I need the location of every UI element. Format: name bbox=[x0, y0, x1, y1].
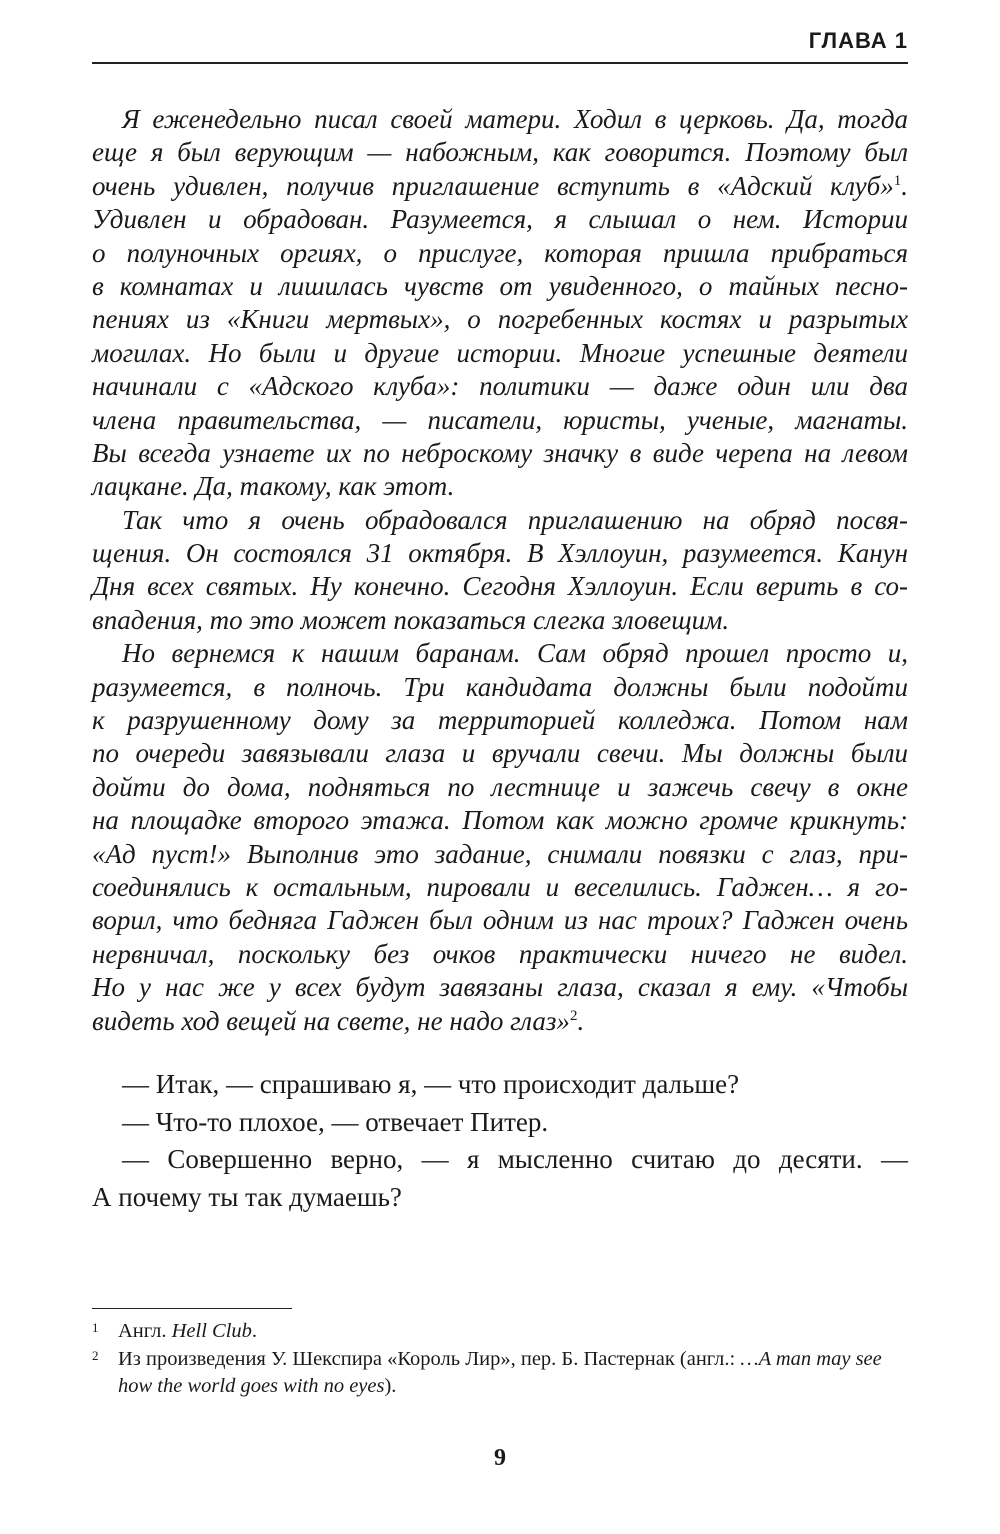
body-text bbox=[92, 103, 908, 1217]
line-text: впадения, то это может показаться слегка зловещим. bbox=[92, 604, 730, 635]
line-text: нервничал, поскольку без очков практически ничего не видел. bbox=[92, 938, 908, 969]
line-text: на площадке второго этажа. Потом как можно громче крикнуть: bbox=[92, 805, 908, 836]
text-line bbox=[92, 404, 908, 437]
line-text: — Итак, — спрашиваю я, — что происходит дальше? bbox=[122, 1068, 740, 1099]
footnote-text: Англ. bbox=[118, 1320, 172, 1342]
footnote-italic-text: …A man may see how the world goes with no eyes bbox=[118, 1347, 882, 1397]
line-text: Я еженедельно писал своей матери. Ходил в церковь. Да, тогда bbox=[122, 104, 908, 134]
footnote-divider bbox=[92, 1308, 292, 1309]
line-text: члена правительства, — писатели, юристы, ученые, магнаты. bbox=[92, 404, 908, 435]
paragraph bbox=[92, 504, 908, 638]
line-text: Но вернемся к нашим баранам. Сам обряд прошел просто и, bbox=[122, 638, 908, 669]
text-line bbox=[92, 1141, 908, 1179]
footnote-ref[interactable]: 1 bbox=[893, 172, 902, 189]
text-line bbox=[92, 237, 908, 270]
footnote-text: Из произведения У. Шекспира «Король Лир», пер. Б. Пастернак (англ.: bbox=[118, 1347, 741, 1370]
footnote bbox=[92, 1346, 912, 1401]
footnote-number: 1 bbox=[92, 1320, 99, 1335]
line-text: Удивлен и обрадован. Разумеется, я слышал о нем. Истории bbox=[92, 204, 908, 235]
paragraph bbox=[92, 103, 908, 504]
line-text: — Что-то плохое, — отвечает Питер. bbox=[122, 1106, 549, 1137]
footnote-tail: . bbox=[251, 1320, 258, 1342]
text-line bbox=[92, 136, 908, 169]
line-text: могилах. Но были и другие истории. Многие успешные деятели bbox=[92, 337, 908, 368]
line-text: — Совершенно верно, — я мысленно считаю до десяти. — bbox=[122, 1144, 908, 1175]
text-line bbox=[92, 1179, 908, 1217]
text-line bbox=[92, 804, 908, 837]
footnotes bbox=[92, 1318, 912, 1401]
footnote-tail: ). bbox=[384, 1375, 397, 1397]
text-line bbox=[92, 771, 908, 804]
text-line bbox=[92, 1005, 908, 1038]
text-line bbox=[92, 1066, 908, 1104]
line-text: Вы всегда узнаете их по неброскому значку в виде черепа на левом bbox=[92, 437, 908, 468]
running-header bbox=[92, 28, 908, 64]
text-line bbox=[92, 704, 908, 737]
line-text: Но у нас же у всех будут завязаны глаза, сказал я ему. «Чтобы bbox=[92, 972, 908, 1003]
text-line bbox=[92, 470, 908, 503]
text-line bbox=[92, 437, 908, 470]
line-text: по очереди завязывали глаза и вручали свечи. Мы должны были bbox=[92, 738, 908, 769]
line-text: щения. Он состоялся 31 октября. В Хэллоуин, разумеется. Канун bbox=[92, 538, 908, 569]
text-line bbox=[92, 971, 908, 1004]
paragraph bbox=[92, 1066, 908, 1104]
text-line bbox=[92, 103, 908, 136]
line-text: разумеется, в полночь. Три кандидата должны были подойти bbox=[92, 671, 908, 702]
paragraph bbox=[92, 1141, 908, 1216]
text-line bbox=[92, 170, 908, 203]
line-text: к разрушенному дому за территорией колледжа. Потом нам bbox=[92, 705, 908, 736]
footnote-italic-text: Hell Club bbox=[171, 1320, 252, 1342]
line-text: «Ад пуст!» Выполнив это задание, снимали повязки с глаз, при- bbox=[92, 838, 908, 869]
text-line bbox=[92, 604, 908, 637]
line-text: очень удивлен, получив приглашение вступить в «Адский клуб» bbox=[92, 170, 894, 201]
page-number: 9 bbox=[494, 1445, 506, 1471]
line-text: о полуночных оргиях, о прислуге, которая пришла прибраться bbox=[92, 237, 908, 268]
line-punctuation: . bbox=[577, 1005, 585, 1036]
paragraph bbox=[92, 637, 908, 1038]
line-text: пениях из «Книги мертвых», о погребенных костях и разрытых bbox=[92, 304, 908, 335]
chapter-title: ГЛАВА 1 bbox=[808, 28, 908, 53]
footnote-number: 2 bbox=[92, 1347, 99, 1363]
line-text: соединялись к остальным, пировали и веселились. Гаджен… я го- bbox=[92, 871, 908, 902]
text-line bbox=[92, 671, 908, 704]
line-text: ворил, что бедняга Гаджен был одним из нас троих? Гаджен очень bbox=[92, 905, 908, 936]
text-line bbox=[92, 570, 908, 603]
text-line bbox=[92, 737, 908, 770]
line-text: дойти до дома, подняться по лестнице и зажечь свечу в окне bbox=[92, 771, 908, 802]
paragraph bbox=[92, 1104, 908, 1142]
text-line bbox=[92, 337, 908, 370]
line-text: начинали с «Адского клуба»: политики — даже один или два bbox=[92, 371, 908, 402]
line-text: Дня всех святых. Ну конечно. Сегодня Хэллоуин. Если верить в со- bbox=[92, 571, 908, 602]
line-punctuation: . bbox=[901, 170, 908, 201]
text-line bbox=[92, 838, 908, 871]
text-line bbox=[92, 871, 908, 904]
line-text: А почему ты так думаешь? bbox=[92, 1182, 402, 1212]
line-text: видеть ход вещей на свете, не надо глаз» bbox=[92, 1005, 570, 1036]
line-text: в комнатах и лишилась чувств от увиденного, о тайных песно- bbox=[92, 270, 908, 301]
line-text: еще я был верующим — набожным, как говорится. Поэтому был bbox=[92, 137, 908, 168]
text-line bbox=[92, 370, 908, 403]
footnote bbox=[92, 1318, 912, 1346]
paragraph-gap bbox=[92, 1038, 908, 1066]
text-line bbox=[92, 270, 908, 303]
line-text: Так что я очень обрадовался приглашению на обряд посвя- bbox=[122, 504, 908, 535]
text-line bbox=[92, 938, 908, 971]
text-line bbox=[92, 1104, 908, 1142]
line-text: лацкане. Да, такому, как этот. bbox=[92, 471, 455, 502]
text-line bbox=[92, 637, 908, 670]
text-line bbox=[92, 203, 908, 236]
text-line bbox=[92, 303, 908, 336]
text-line bbox=[92, 504, 908, 537]
footnote-ref[interactable]: 2 bbox=[569, 1007, 578, 1024]
text-line bbox=[92, 537, 908, 570]
text-line bbox=[92, 904, 908, 937]
